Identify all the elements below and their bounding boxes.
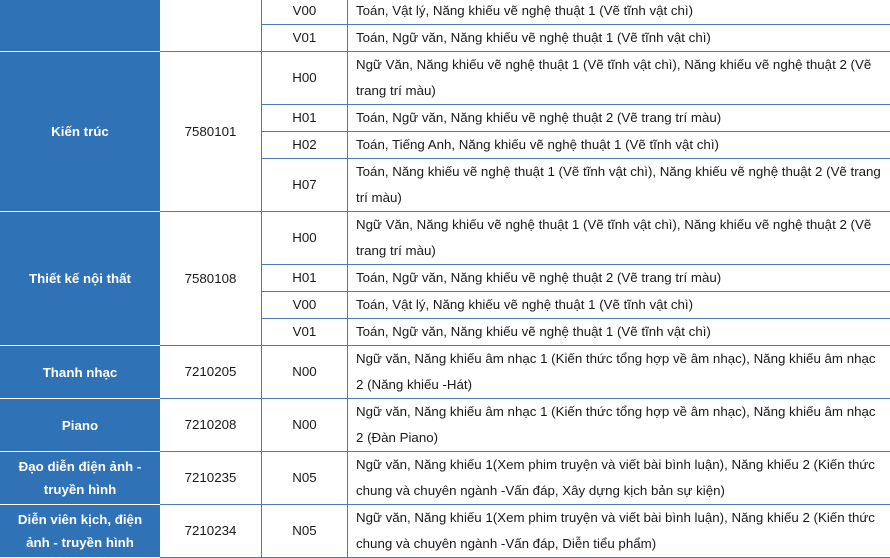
major-cell: Kiến trúc [1, 52, 160, 212]
subjects-cell: Toán, Năng khiếu vẽ nghệ thuật 1 (Vẽ tĩnh vật chì), Năng khiếu vẽ nghệ thuật 2 (Vẽ trang trí màu) [348, 159, 890, 212]
block-code-cell: H01 [262, 105, 348, 132]
major-cell: Thanh nhạc [1, 346, 160, 399]
block-code-cell: V00 [262, 0, 348, 25]
table-row [1, 0, 890, 25]
subjects-cell: Toán, Vật lý, Năng khiếu vẽ nghệ thuật 1 (Vẽ tĩnh vật chì) [348, 292, 890, 319]
major-code-cell: 7210235 [160, 452, 262, 505]
table-row [1, 52, 890, 105]
block-code-cell: N00 [262, 346, 348, 399]
major-cell: Piano [1, 399, 160, 452]
block-code-cell: V00 [262, 292, 348, 319]
block-code-cell: V01 [262, 319, 348, 346]
major-cell: Đạo diễn điện ảnh - truyền hình [1, 452, 160, 505]
subjects-cell: Toán, Ngữ văn, Năng khiếu vẽ nghệ thuật 2 (Vẽ trang trí màu) [348, 105, 890, 132]
table-row [1, 212, 890, 265]
block-code-cell: V01 [262, 25, 348, 52]
major-cell [1, 0, 160, 52]
major-code-cell: 7580101 [160, 52, 262, 212]
major-code-cell: 7580108 [160, 212, 262, 346]
block-code-cell: H00 [262, 52, 348, 105]
major-cell: Thiết kế nội thất [1, 212, 160, 346]
subjects-cell: Toán, Vật lý, Năng khiếu vẽ nghệ thuật 1 (Vẽ tĩnh vật chì) [348, 0, 890, 25]
subjects-cell: Ngữ văn, Năng khiếu âm nhạc 1 (Kiến thức tổng hợp về âm nhạc), Năng khiếu âm nhạc 2 (Năng khiếu -Hát) [348, 346, 890, 399]
subjects-cell: Ngữ văn, Năng khiếu âm nhạc 1 (Kiến thức tổng hợp về âm nhạc), Năng khiếu âm nhạc 2 (Đàn Piano) [348, 399, 890, 452]
block-code-cell: H07 [262, 159, 348, 212]
subjects-cell: Ngữ văn, Năng khiếu 1(Xem phim truyện và viết bài bình luận), Năng khiếu 2 (Kiến thức chung và chuyên ngành -Vấn đáp, Diễn tiểu phẩm) [348, 505, 890, 558]
major-code-cell: 7210205 [160, 346, 262, 399]
subjects-cell: Toán, Tiếng Anh, Năng khiếu vẽ nghệ thuật 1 (Vẽ tĩnh vật chì) [348, 132, 890, 159]
subjects-cell: Toán, Ngữ văn, Năng khiếu vẽ nghệ thuật 1 (Vẽ tĩnh vật chì) [348, 25, 890, 52]
subjects-cell: Toán, Ngữ văn, Năng khiếu vẽ nghệ thuật 1 (Vẽ tĩnh vật chì) [348, 319, 890, 346]
major-code-cell [160, 0, 262, 52]
subjects-cell: Toán, Ngữ văn, Năng khiếu vẽ nghệ thuật 2 (Vẽ trang trí màu) [348, 265, 890, 292]
block-code-cell: N05 [262, 452, 348, 505]
major-code-cell: 7210208 [160, 399, 262, 452]
block-code-cell: N05 [262, 505, 348, 558]
table-row [1, 399, 890, 452]
subjects-cell: Ngữ Văn, Năng khiếu vẽ nghệ thuật 1 (Vẽ tĩnh vật chì), Năng khiếu vẽ nghệ thuật 2 (Vẽ trang trí màu) [348, 212, 890, 265]
table-row [1, 505, 890, 558]
table-row [1, 452, 890, 505]
block-code-cell: H02 [262, 132, 348, 159]
subjects-cell: Ngữ Văn, Năng khiếu vẽ nghệ thuật 1 (Vẽ tĩnh vật chì), Năng khiếu vẽ nghệ thuật 2 (Vẽ trang trí màu) [348, 52, 890, 105]
block-code-cell: H01 [262, 265, 348, 292]
subjects-cell: Ngữ văn, Năng khiếu 1(Xem phim truyện và viết bài bình luận), Năng khiếu 2 (Kiến thức chung và chuyên ngành -Vấn đáp, Xây dựng kịch bản sự kiện) [348, 452, 890, 505]
block-code-cell: N00 [262, 399, 348, 452]
major-code-cell: 7210234 [160, 505, 262, 558]
table-row [1, 346, 890, 399]
major-cell: Diễn viên kịch, điện ảnh - truyền hình [1, 505, 160, 558]
block-code-cell: H00 [262, 212, 348, 265]
